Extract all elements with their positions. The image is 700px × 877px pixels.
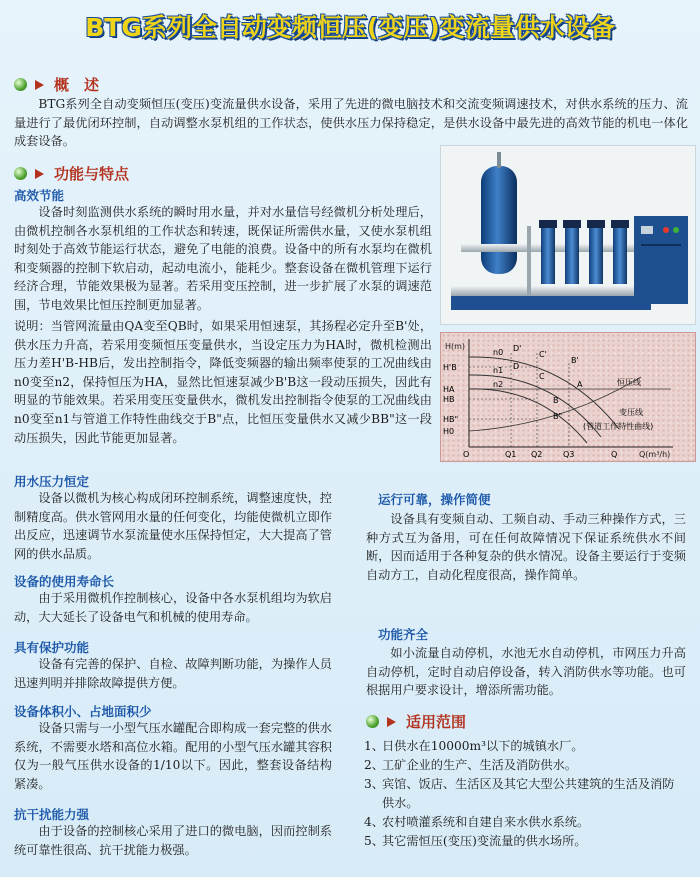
var-line-label: 变压线 [619,408,643,417]
list-item: 3、 宾馆、饭店、生活区及其它大型公共建筑的生活及消防供水。 [364,777,675,810]
anti-text: 由于设备的控制核心采用了进口的微电脑，因而控制系统可靠性很高、抗干扰能力极强。 [14,824,332,857]
curve-label: n1 [493,366,504,375]
tick-label: HB" [443,415,459,424]
energy-text: 设备时刻监测供水系统的瞬时用水量，并对水量信号经微机分析处理后，由微机控制各水泵机组的工作状态和转速，既保证所需供水量，又使水泵机组时刻处于高效节能运行状态，避免了电能的浪费。设备中的所有水泵均在微机和变频器的控制下软启动，起动电流小，能耗少。整套设备在微机管理下运行经济合理，节能效果极为显著。若采用变压控制，进一步扩展了水泵的调速范围，节电效果比恒压控制更加显著。 [14,205,432,312]
tick-label: Q3 [563,450,575,459]
list-item: 2、 工矿企业的生产、生活及消防供水。 [364,758,577,772]
tick-label: O [463,450,470,459]
arrow-icon [35,169,44,179]
point-label: D' [513,344,522,353]
size-heading: 设备体积小、占地面积少 [14,704,152,719]
anti-heading: 抗干扰能力强 [14,807,90,822]
funcs-heading: 功能齐全 [378,627,429,642]
green-ball-icon [14,167,27,180]
point-label: C' [539,350,547,359]
curve-label: n2 [493,380,504,389]
curve-label: n0 [493,348,504,357]
tick-label: Q [611,450,618,459]
pipe-line-label: (管道工作特性曲线) [583,422,654,431]
green-ball-icon [14,78,27,91]
y-unit-label: H(m) [445,342,466,351]
chart-svg [441,333,695,461]
overview-heading: 概 述 [14,74,99,95]
arrow-icon [387,717,396,727]
tick-label: Q2 [531,450,543,459]
x-unit-label: Q(m³/h) [639,450,671,459]
tick-label: HB [443,395,455,404]
tick-label: HA [443,385,455,394]
tick-label: Q1 [505,450,517,459]
point-label: C [539,372,545,381]
life-text: 由于采用微机作控制核心，设备中各水泵机组均为软启动，大大延长了设备电气和机械的使用寿命。 [14,591,332,624]
point-label: B [553,396,559,405]
point-label: A [577,380,583,389]
list-item: 4、 农村喷灌系统和自建自来水供水系统。 [364,815,590,829]
size-text: 设备只需与一小型气压水罐配合即构成一套完整的供水系统，不需要水塔和高位水箱。配用的小型气压水罐其容积仅为一般气压供水设备的1/10以下。因此，整套设备结构紧凑。 [14,721,332,791]
reliable-text: 设备具有变频自动、工频自动、手动三种操作方式，三种方式互为备用，可在任何故障情况下保证系统供水不间断，因而适用于各种复杂的供水情况。设备主要运行于变频自动方工，自动化程度很高，操作简单。 [366,512,686,582]
point-label: B" [553,412,563,421]
equipment-photo [440,145,696,325]
list-item: 5、 其它需恒压(变压)变流量的供水场所。 [364,834,587,848]
reliable-heading: 运行可靠，操作简便 [378,492,491,507]
overview-text: BTG系列全自动变频恒压(变压)变流量供水设备，采用了先进的微电脑技术和交流变频调速技术，对供水系统的压力、流量进行了最优闭环控制，自动调整水泵机组的工作状态，使供水压力保持稳定，是供水设备中最先进的高效节能的机电一体化成套设备。 [14,97,688,149]
protect-heading: 具有保护功能 [14,640,90,655]
life-heading: 设备的使用寿命长 [14,574,115,589]
point-label: B' [571,356,579,365]
page-title: BTG系列全自动变频恒压(变压)变流量供水设备 [85,13,615,42]
pressure-text: 设备以微机为核心构成闭环控制系统，调整速度快，控制精度高。供水管网用水量的任何变化，均能使微机立即作出反应，迅速调节水泵流量使水压保持恒定，大大提高了管网的供水品质。 [14,491,332,561]
tick-label: H'B [443,363,457,372]
pump-equipment-illustration [441,146,695,324]
note-text: 说明：当管网流量由QA变至QB时，如果采用恒速泵，其扬程必定升至B'处，供水压力升高，若采用变频恒压变量供水，当设定压力为HA时，微机检测出压力差H'B-HB后，发出控制指令，降低变频器的输出频率使泵的工况曲线由n0变至n2，保持恒压为HA，显然比恒速泵减少B'B这一段动压损失，因此有明显的节能效果。若采用变压变量供水，微机发出控制指令使泵的工况曲线由n0变至n1与管道工作特性曲线交于B"点，比恒压变量供水又减少BB"这一段动压损失，因此节能更加显著。 [14,319,432,445]
funcs-text: 如小流量自动停机，水池无水自动停机，市网压力升高自动停机，定时自动启停设备，转入消防供水等功能。也可根据用户要求设计，增添所需功能。 [366,646,686,698]
scope-list [364,737,686,851]
protect-text: 设备有完善的保护、自检、故障判断功能，为操作人员迅速判明并排除故障提供方便。 [14,657,332,690]
point-label: D [513,362,520,371]
energy-heading: 高效节能 [14,188,65,203]
green-ball-icon [366,715,379,728]
const-line-label: 恒压线 [617,378,641,387]
scope-heading: 适用范围 [366,711,466,732]
tick-label: H0 [443,427,455,436]
features-heading: 功能与特点 [14,163,129,184]
arrow-icon [35,80,44,90]
list-item: 1、 日供水在10000m³以下的城镇水厂。 [364,739,584,753]
pressure-heading: 用水压力恒定 [14,474,90,489]
pump-curve-chart [440,332,696,462]
